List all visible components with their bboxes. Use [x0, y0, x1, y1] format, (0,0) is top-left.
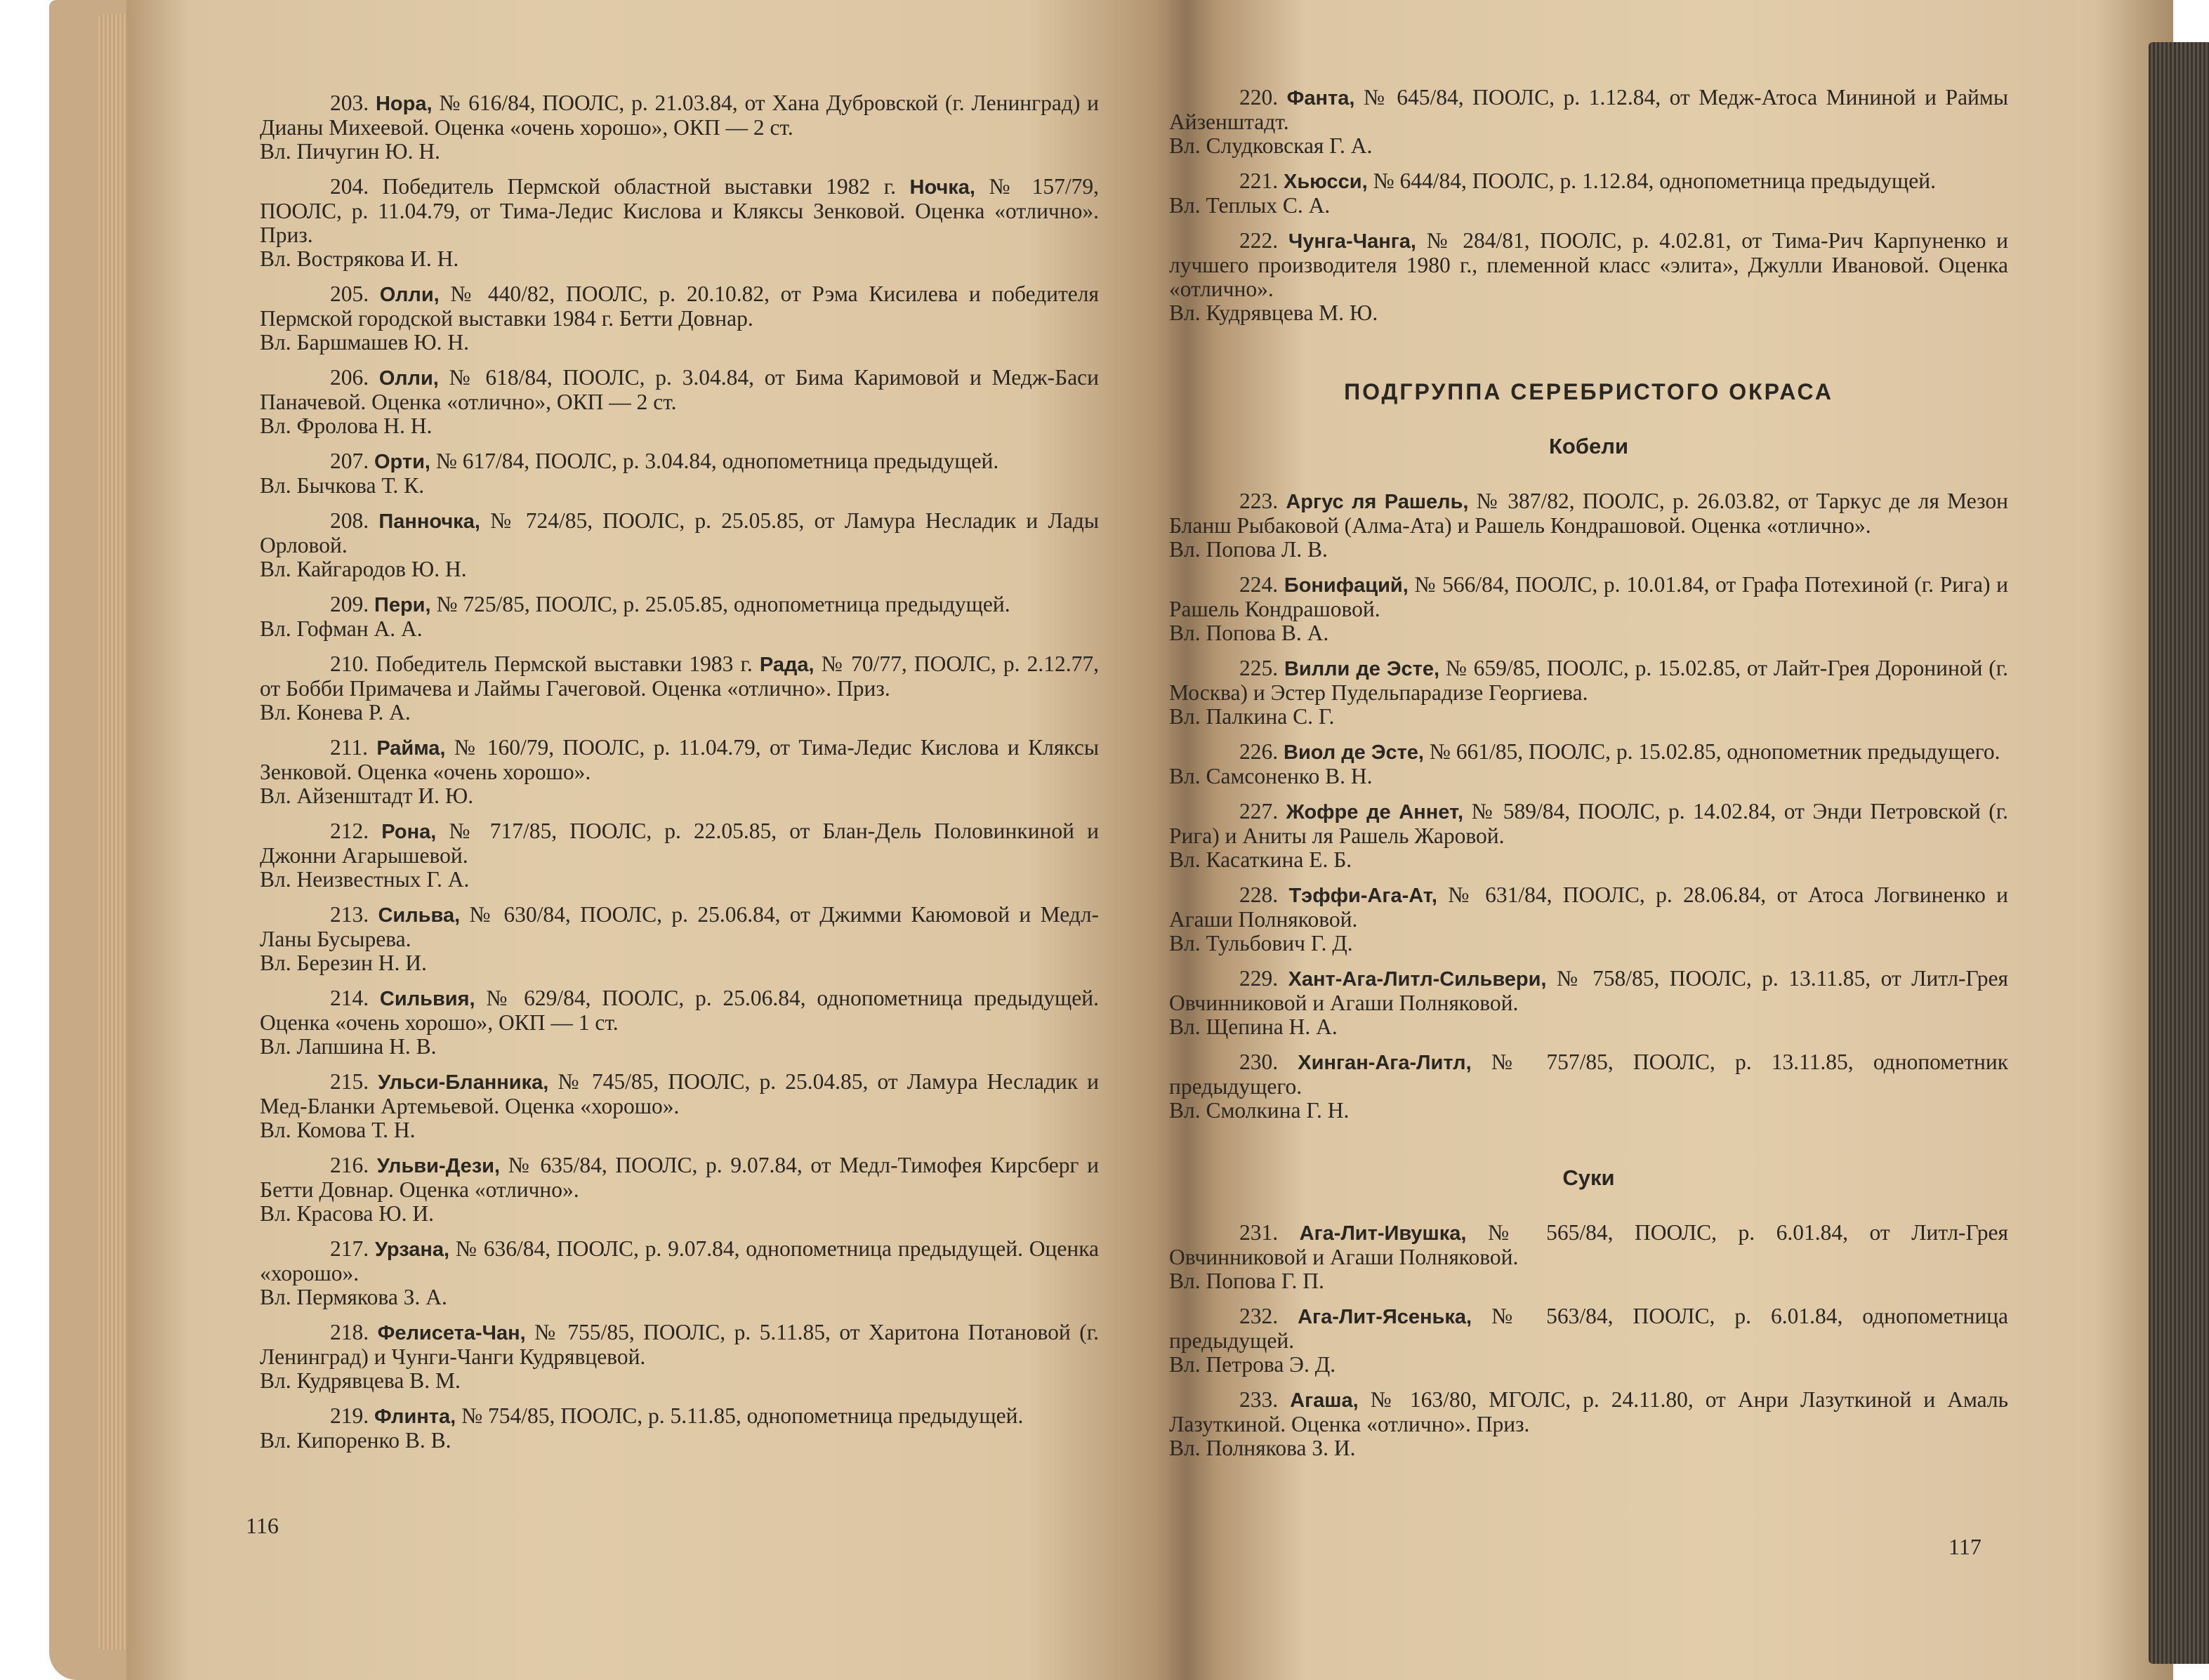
owner: Вл. Айзенштадт И. Ю.: [260, 783, 474, 808]
entries-top: [1169, 86, 2008, 325]
owner: Вл. Щепина Н. А.: [1169, 1014, 1338, 1039]
entry-text: [1169, 573, 2008, 621]
entry-number: 223.: [1239, 489, 1279, 513]
list-item: [1169, 489, 2008, 562]
entry-number: 220.: [1239, 85, 1279, 110]
owner: Вл. Красова Ю. И.: [260, 1201, 435, 1226]
owner: Вл. Лапшина Н. В.: [260, 1034, 437, 1059]
list-item: [260, 986, 1099, 1059]
left-page-text: [260, 91, 1099, 1464]
entry-number: 203.: [330, 91, 369, 115]
entry-text: [1169, 86, 2008, 134]
list-item: [1169, 229, 2008, 325]
entry-text: [1169, 740, 2008, 765]
entry-text: [1169, 883, 2008, 932]
owner: Вл. Теплых С. А.: [1169, 193, 1331, 218]
owner: Вл. Полнякова З. И.: [1169, 1436, 1356, 1460]
list-item: [260, 736, 1099, 808]
dog-name: Ага-Лит-Ивушка,: [1299, 1222, 1467, 1245]
list-item: [260, 652, 1099, 725]
dog-name: Орти,: [374, 451, 430, 473]
owner: Вл. Кудрявцева М. Ю.: [1169, 300, 1378, 325]
entry-number: 214.: [330, 986, 369, 1010]
entry-text: [1169, 1388, 2008, 1436]
dog-name: Хьюсси,: [1284, 171, 1368, 193]
entry-number: 219.: [330, 1403, 369, 1428]
entry-text: [260, 282, 1099, 331]
entry-details: № 631/84, ПООЛС, р. 28.06.84, от Атоса Логвиненко и Агаши Полняковой.: [1169, 882, 2009, 932]
entry-text: [1169, 800, 2008, 848]
page-number-left: 116: [246, 1513, 279, 1538]
owner: Вл. Пермякова З. А.: [260, 1285, 447, 1309]
entry-details: № 163/80, МГОЛС, р. 24.11.80, от Анри Лазуткиной и Амаль Лазуткиной. Оценка «отлично». Приз.: [1169, 1387, 2009, 1436]
owner: Вл. Кудрявцева В. М.: [260, 1368, 461, 1393]
entry-details: № 725/85, ПООЛС, р. 25.05.85, однопометница предыдущей.: [436, 592, 1010, 616]
dog-name: Фанта,: [1286, 87, 1355, 110]
owner: Вл. Тульбович Г. Д.: [1169, 931, 1353, 955]
list-item: [260, 282, 1099, 355]
entry-number: 229.: [1239, 966, 1279, 991]
entry-number: 221.: [1239, 168, 1279, 193]
entry-text: [1169, 489, 2008, 538]
right-page-text: [1169, 86, 2008, 1471]
entry-details: № 589/84, ПООЛС, р. 14.02.84, от Энди Петровской (г. Рига) и Аниты ля Рашель Жаровой.: [1169, 799, 2008, 848]
dog-name: Сильва,: [378, 904, 461, 927]
dog-name: Чунга-Чанга,: [1288, 230, 1416, 253]
entry-text: [1169, 967, 2008, 1015]
dog-name: Урзана,: [374, 1238, 450, 1261]
dog-name: Ульви-Дези,: [376, 1155, 501, 1177]
entry-text: [260, 366, 1099, 414]
entry-text: [1169, 1221, 2008, 1269]
owner: Вл. Касаткина Е. Б.: [1169, 847, 1352, 872]
dog-name: Жофре де Аннет,: [1286, 801, 1464, 824]
entry-details: № 284/81, ПООЛС, р. 4.02.81, от Тима-Рич Карпуненко и лучшего производителя 1980 г., племенной класс «элита», Джулли Ивановой. Оценка «отлично».: [1169, 228, 2009, 301]
list-item: [1169, 86, 2008, 158]
entry-text: [260, 1153, 1099, 1202]
entry-number: 227.: [1239, 799, 1279, 824]
entry-details: № 755/85, ПООЛС, р. 5.11.85, от Харитона Потановой (г. Ленинград) и Чунги-Чанги Кудрявцевой.: [260, 1320, 1100, 1369]
entry-number: 217.: [330, 1236, 369, 1261]
owner: Вл. Попова В. А.: [1169, 621, 1329, 645]
owner: Вл. Гофман А. А.: [260, 616, 423, 641]
entry-details: № 565/84, ПООЛС, р. 6.01.84, от Литл-Грея Овчинниковой и Агаши Полняковой.: [1169, 1220, 2008, 1269]
dog-name: Ночка,: [909, 176, 975, 199]
list-item: [1169, 169, 2008, 218]
entry-details: № 566/84, ПООЛС, р. 10.01.84, от Графа Потехиной (г. Рига) и Рашель Кондрашовой.: [1169, 572, 2009, 621]
entry-text: [1169, 229, 2008, 301]
list-item: [1169, 1388, 2008, 1460]
list-item: [1169, 967, 2008, 1039]
entry-details: № 616/84, ПООЛС, р. 21.03.84, от Хана Дубровской (г. Ленинград) и Дианы Михеевой. Оценка «очень хорошо», ОКП — 2 ст.: [260, 91, 1100, 140]
entry-details: № 387/82, ПООЛС, р. 26.03.82, от Таркус де ля Мезон Бланш Рыбаковой (Алма-Ата) и Рашель Кондрашовой. Оценка «отлично».: [1169, 489, 2008, 538]
entry-details: № 157/79, ПООЛС, р. 11.04.79, от Тима-Ледис Кислова и Кляксы Зенковой. Оценка «отлично». Приз.: [260, 174, 1100, 247]
entry-details: № 440/82, ПООЛС, р. 20.10.82, от Рэма Кисилева и победителя Пермской городской выставки 1984 г. Бетти Довнар.: [260, 282, 1099, 331]
owner: Вл. Попова Л. В.: [1169, 537, 1328, 562]
dog-name: Нора,: [375, 93, 433, 115]
list-item: [1169, 1221, 2008, 1293]
dog-name: Аргус ля Рашель,: [1286, 491, 1469, 513]
owner: Вл. Баршмашев Ю. Н.: [260, 330, 469, 355]
entry-number: 209.: [330, 592, 369, 616]
dog-name: Сильвия,: [379, 988, 475, 1010]
entry-number: 233.: [1239, 1387, 1279, 1412]
dog-name: Олли,: [379, 284, 440, 306]
entry-details: № 635/84, ПООЛС, р. 9.07.84, от Медл-Тимофея Кирсберг и Бетти Довнар. Оценка «отлично».: [260, 1153, 1099, 1202]
owner: Вл. Пичугин Ю. Н.: [260, 139, 440, 164]
males-heading: Кобели: [1549, 434, 1628, 458]
page-number-right: 117: [1948, 1534, 1981, 1559]
entry-text: [260, 175, 1099, 247]
entry-text: [260, 736, 1099, 784]
list-item: [260, 1237, 1099, 1309]
dog-name: Ага-Лит-Ясенька,: [1298, 1306, 1472, 1328]
females-heading: Суки: [1562, 1165, 1615, 1190]
dog-name: Агаша,: [1290, 1389, 1359, 1412]
entry-details: № 745/85, ПООЛС, р. 25.04.85, от Ламура Несладик и Мед-Бланки Артемьевой. Оценка «хорошо».: [260, 1069, 1099, 1118]
entry-number: 230.: [1239, 1050, 1279, 1074]
entry-number: 215.: [330, 1069, 369, 1094]
list-item: [260, 1321, 1099, 1393]
entries-females: [1169, 1221, 2008, 1460]
list-item: [1169, 1304, 2008, 1377]
owner: Вл. Комова Т. Н.: [260, 1118, 416, 1142]
list-item: [260, 1153, 1099, 1226]
entry-details: № 717/85, ПООЛС, р. 22.05.85, от Блан-Дель Половинкиной и Джонни Агарышевой.: [260, 819, 1099, 868]
owner: Вл. Кайгародов Ю. Н.: [260, 557, 467, 581]
entries-males: [1169, 489, 2008, 1123]
entry-text: [260, 903, 1099, 951]
entry-text: [260, 593, 1099, 617]
dog-name: Вилли де Эсте,: [1284, 658, 1440, 680]
entry-number: 207.: [330, 449, 369, 473]
entry-number: 204.: [330, 174, 369, 199]
dog-name: Фелисета-Чан,: [377, 1322, 526, 1344]
entry-text: [260, 652, 1099, 701]
entry-number: 226.: [1239, 739, 1279, 764]
dog-name: Ульси-Бланника,: [378, 1071, 549, 1094]
entry-details: № 617/84, ПООЛС, р. 3.04.84, однопометница предыдущей.: [435, 449, 999, 473]
entry-number: 225.: [1239, 656, 1279, 680]
entry-details: № 661/85, ПООЛС, р. 15.02.85, однопометник предыдущего.: [1429, 739, 2000, 764]
list-item: [260, 903, 1099, 975]
dog-name: Хинган-Ага-Литл,: [1298, 1052, 1472, 1074]
entry-details: № 659/85, ПООЛС, р. 15.02.85, от Лайт-Грея Дорониной (г. Москва) и Эстер Пудельпарадизе Георгиева.: [1169, 656, 2009, 705]
dog-name: Панночка,: [378, 510, 480, 533]
entry-text: [260, 819, 1099, 868]
entry-text: [1169, 1050, 2008, 1099]
list-item: [260, 449, 1099, 498]
entry-number: 231.: [1239, 1220, 1279, 1245]
dog-name: Олли,: [378, 367, 439, 390]
list-item: [260, 91, 1099, 164]
entry-text: [1169, 169, 2008, 194]
list-item: [260, 509, 1099, 581]
entry-number: 205.: [330, 282, 369, 306]
entry-number: 211.: [330, 735, 368, 760]
list-item: [260, 175, 1099, 271]
entry-number: 228.: [1239, 882, 1279, 907]
owner: Вл. Бычкова Т. К.: [260, 473, 425, 498]
owner: Вл. Конева Р. А.: [260, 700, 411, 725]
owner: Вл. Вострякова И. Н.: [260, 246, 459, 271]
dog-name: Райма,: [376, 737, 446, 760]
dog-name: Бонифаций,: [1284, 574, 1409, 597]
dog-name: Хант-Ага-Литл-Сильвери,: [1288, 968, 1547, 991]
list-item: [260, 1070, 1099, 1142]
list-item: [260, 1404, 1099, 1453]
entry-text: [260, 1237, 1099, 1285]
entry-details: № 754/85, ПООЛС, р. 5.11.85, однопометница предыдущей.: [461, 1403, 1024, 1428]
dog-name: Виол де Эсте,: [1284, 741, 1424, 764]
owner: Вл. Березин Н. И.: [260, 951, 427, 975]
entry-number: 232.: [1239, 1304, 1279, 1328]
list-item: [1169, 1050, 2008, 1123]
dog-name: Рада,: [759, 654, 815, 676]
entry-number: 224.: [1239, 572, 1279, 597]
entry-text: [260, 91, 1099, 140]
dog-name: Тэффи-Ага-Ат,: [1288, 885, 1437, 907]
owner: Вл. Петрова Э. Д.: [1169, 1352, 1336, 1377]
entry-number: 212.: [330, 819, 369, 843]
owner: Вл. Слудковская Г. А.: [1169, 133, 1373, 158]
entry-details: № 629/84, ПООЛС, р. 25.06.84, однопометница предыдущей. Оценка «очень хорошо», ОКП — 1 ст.: [260, 986, 1100, 1035]
list-item: [1169, 740, 2008, 788]
list-item: [260, 366, 1099, 438]
entry-number: 222.: [1239, 228, 1279, 253]
dog-name: Пери,: [374, 594, 431, 616]
entry-details: № 636/84, ПООЛС, р. 9.07.84, однопометница предыдущей. Оценка «хорошо».: [260, 1236, 1100, 1285]
entry-text: [260, 449, 1099, 474]
entry-details: № 645/84, ПООЛС, р. 1.12.84, от Медж-Атоса Мининой и Раймы Айзенштадт.: [1169, 85, 2009, 134]
page-edges-right: [2149, 42, 2209, 1664]
entry-prefix: Победитель Пермской областной выставки 1982 г.: [382, 174, 897, 199]
entry-number: 218.: [330, 1320, 369, 1344]
entry-number: 213.: [330, 902, 369, 927]
owner: Вл. Кипоренко В. В.: [260, 1428, 451, 1453]
entry-details: № 618/84, ПООЛС, р. 3.04.84, от Бима Каримовой и Медж-Баси Паначевой. Оценка «отлично», ОКП — 2 ст.: [260, 365, 1100, 414]
entry-text: [1169, 656, 2008, 705]
list-item: [1169, 800, 2008, 872]
entry-text: [260, 986, 1099, 1035]
list-item: [1169, 883, 2008, 955]
list-item: [260, 593, 1099, 641]
entry-text: [260, 509, 1099, 557]
entry-details: № 563/84, ПООЛС, р. 6.01.84, однопометница предыдущей.: [1169, 1304, 2009, 1353]
entry-prefix: Победитель Пермской выставки 1983 г.: [376, 652, 753, 676]
entry-details: № 644/84, ПООЛС, р. 1.12.84, однопометница предыдущей.: [1373, 168, 1937, 193]
entry-number: 208.: [330, 508, 369, 533]
owner: Вл. Самсоненко В. Н.: [1169, 764, 1373, 788]
entry-text: [260, 1404, 1099, 1429]
entry-text: [260, 1070, 1099, 1118]
dog-name: Рона,: [381, 821, 437, 843]
entry-details: № 630/84, ПООЛС, р. 25.06.84, от Джимми Каюмовой и Медл-Ланы Бусырева.: [260, 902, 1100, 951]
owner: Вл. Палкина С. Г.: [1169, 704, 1335, 729]
entry-number: 206.: [330, 365, 369, 390]
entry-details: № 160/79, ПООЛС, р. 11.04.79, от Тима-Ледис Кислова и Кляксы Зенковой. Оценка «очень хорошо».: [260, 735, 1099, 784]
entry-number: 210.: [330, 652, 369, 676]
entry-text: [1169, 1304, 2008, 1353]
owner: Вл. Фролова Н. Н.: [260, 414, 433, 438]
entry-details: № 724/85, ПООЛС, р. 25.05.85, от Ламура Несладик и Лады Орловой.: [260, 508, 1100, 557]
list-item: [260, 819, 1099, 892]
owner: Вл. Попова Г. П.: [1169, 1269, 1324, 1293]
entry-text: [260, 1321, 1099, 1369]
list-item: [1169, 573, 2008, 645]
entry-details: № 757/85, ПООЛС, р. 13.11.85, однопометник предыдущего.: [1169, 1050, 2009, 1099]
section-heading: ПОДГРУППА СЕРЕБРИСТОГО ОКРАСА: [1344, 379, 1833, 404]
entry-details: № 70/77, ПООЛС, р. 2.12.77, от Бобби Примачева и Лаймы Гачеговой. Оценка «отлично». Приз.: [260, 652, 1100, 701]
owner: Вл. Смолкина Г. Н.: [1169, 1098, 1350, 1123]
dog-name: Флинта,: [374, 1405, 456, 1428]
entry-number: 216.: [330, 1153, 369, 1177]
list-item: [1169, 656, 2008, 729]
entry-details: № 758/85, ПООЛС, р. 13.11.85, от Литл-Грея Овчинниковой и Агаши Полняковой.: [1169, 966, 2008, 1015]
owner: Вл. Неизвестных Г. А.: [260, 867, 470, 892]
